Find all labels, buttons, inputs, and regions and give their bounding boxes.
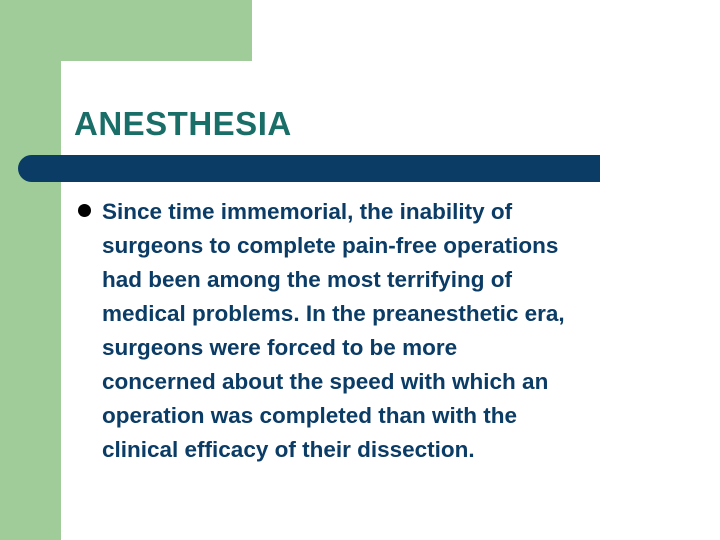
slide-title: ANESTHESIA	[74, 105, 292, 142]
bullet-text: Since time immemorial, the inability of surgeons to complete pain-free operations had been among the most terrifying of medical problems. In the preanesthetic era, surgeons were forced to be more concerned about the speed with which an operation was completed than with the clinical efficacy of their dissection.	[102, 199, 565, 462]
title-underline-bar	[18, 155, 600, 182]
bullet-dot-icon	[78, 204, 91, 217]
decorative-green-header-block	[0, 0, 252, 61]
decorative-green-sidebar	[0, 0, 61, 540]
